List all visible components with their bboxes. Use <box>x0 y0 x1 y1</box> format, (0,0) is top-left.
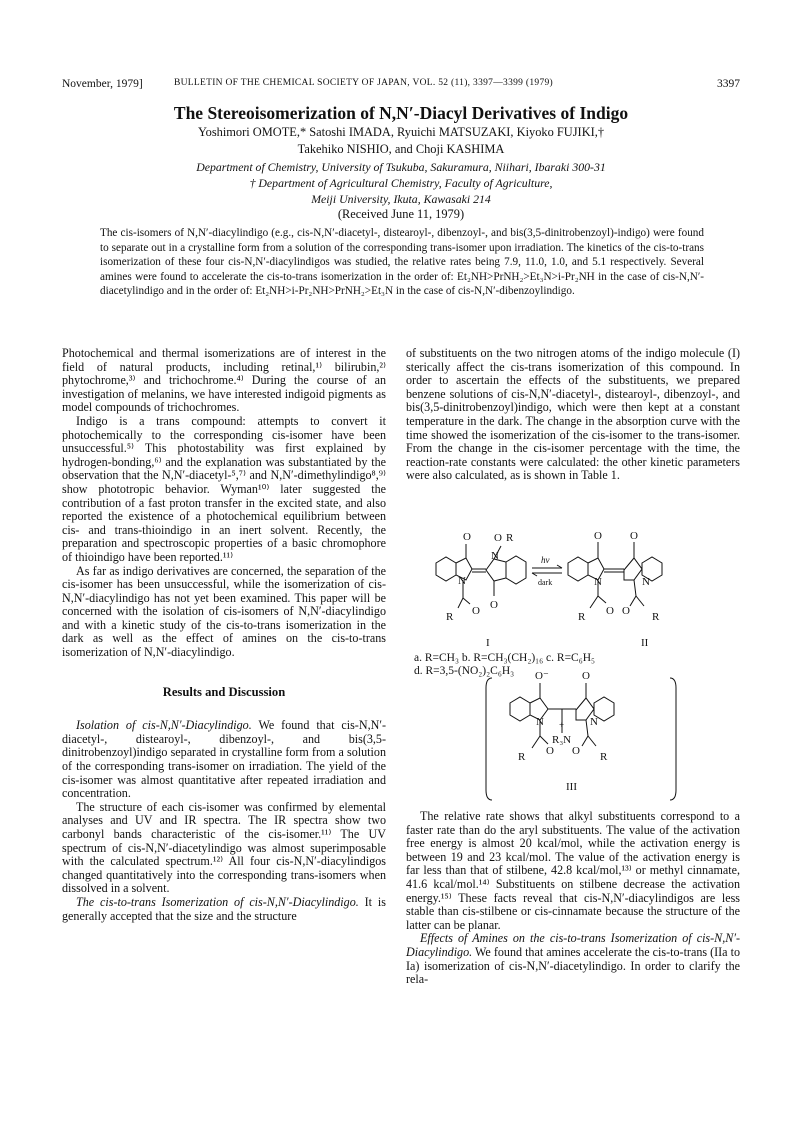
runin-heading: Isolation of cis-N,N′-Diacylindigo. <box>76 718 252 733</box>
paragraph <box>62 719 386 801</box>
paragraph <box>62 896 386 923</box>
runin-heading: The cis-to-trans Isomerization of cis-N,N′-Diacylindigo. <box>76 894 359 909</box>
structure-drawing <box>406 528 740 828</box>
atom-label: O <box>582 670 590 682</box>
left-column <box>62 347 386 923</box>
atom-label: O <box>494 532 502 544</box>
atom-label: R <box>506 532 514 544</box>
right-column-top <box>406 347 740 483</box>
affiliation-line-1: Department of Chemistry, University of Tsukuba, Sakuramura, Niihari, Ibaraki 300-31 <box>196 160 606 174</box>
atom-label: O <box>490 599 498 611</box>
affiliation-line-2: † Department of Agricultural Chemistry, Faculty of Agriculture, <box>249 176 553 190</box>
atom-label: R <box>578 611 586 623</box>
header-page-number: 3397 <box>717 78 740 90</box>
figure-label-II: II <box>641 637 649 649</box>
author-line-2: Takehiko NISHIO, and Choji KASHIMA <box>297 142 505 156</box>
substituent-line-1: a. R=CH₃ b. R=CH₃(CH₂)₁₆ c. R=C₆H₅ <box>414 652 596 664</box>
paragraph: Photochemical and thermal isomerizations are of interest in the field of natural products, including retinal,¹⁾ bilirubin,²⁾ phytochrome,³⁾ and trichochrome.⁴⁾ During the course of an investigation of melanins, we have interested indigoid pigments as model compounds of trichochromes. <box>62 346 386 415</box>
substituent-line-2: d. R=3,5-(NO₂)₂C₆H₃ <box>414 665 515 677</box>
structure-II <box>568 542 662 608</box>
substituent-legend <box>414 652 595 678</box>
atom-label: O <box>463 531 471 543</box>
paragraph: of substituents on the two nitrogen atoms of the indigo molecule (I) sterically affect the cis-trans isomerization of this compound. In order to ascertain the effects of the substituents, we prepared benzene solutions of cis-N,N′-diacetyl-, distearoyl-, dibenzoyl-, and bis(3,5-dinitrobenzoyl)indigo, which were then kept at a constant temperature in the dark. The change in the absorption curve with the time showed the isomerization of the cis-isomer to the trans-isomer. From the change in the cis-isomer percentage with the time, the reaction-rate constants were calculated: the other kinetic parameters were also calculated, as is shown in Table 1. <box>406 346 740 483</box>
abstract: The cis-isomers of N,N′-diacylindigo (e.g., cis-N,N′-diacetyl-, distearoyl-, dibenzoyl-, and bis(3,5-dinitrobenzoyl)-indigo) were found to separate out in a crystalline form from a solution of the corresponding trans-isomer upon irradiation. The kinetics of the cis-to-trans isomerization of these four cis-N,N′-diacylindigos was studied, the relative rates being 7.9, 11.0, 1.0, and 5.1 respectively. Several amines were found to accelerate the cis-to-trans isomerization in the order of: Et₂NH>PrNH₂>Et₃N>i-Pr₂NH in the case of cis-N,N′-diacetylindigo and in the order of: Et₂NH>i-Pr₂NH>PrNH₂>Et₃N in the case of cis-N,N′-dibenzoylindigo. <box>100 227 704 298</box>
structure-I <box>436 544 526 608</box>
paragraph-text: It is generally accepted that the size and the structure <box>62 894 386 923</box>
atom-label: R <box>600 751 608 763</box>
atom-label: N <box>458 575 466 587</box>
atom-label: N <box>491 550 499 562</box>
paragraph-text: We found that amines accelerate the cis-to-trans (IIa to Ia) isomerization of cis-N,N′-diacetylindigo. In order to clarify the rela- <box>406 944 740 987</box>
chemical-structure-figure <box>406 528 740 828</box>
paragraph <box>406 932 740 986</box>
figure-label-I: I <box>486 637 490 649</box>
header-date: November, 1979] <box>62 78 143 90</box>
figure-label-III: III <box>566 781 577 793</box>
received-date: (Received June 11, 1979) <box>337 207 465 221</box>
right-column-bottom <box>406 810 740 987</box>
atom-label: N <box>536 716 544 728</box>
atom-label: R <box>652 611 660 623</box>
atom-label: O <box>572 745 580 757</box>
running-header <box>62 78 740 94</box>
structure-III <box>486 678 676 800</box>
atom-label: O <box>546 745 554 757</box>
atom-label: R <box>518 751 526 763</box>
arrow-label-dark: dark <box>538 578 553 587</box>
arrow-label-hv: hν <box>541 555 550 565</box>
atom-label: R <box>446 611 454 623</box>
atom-label: N <box>642 576 650 588</box>
paragraph: As far as indigo derivatives are concerned, the separation of the cis-isomer has been unsuccessful, while the isomerization of cis-N,N′-diacylindigo has not yet been examined. This paper will be concerned with the isolation of cis-isomers of N,N′-diacylindigo and with a kinetic study of the cis-to-trans isomerization in the dark as well as the effect of amines on the cis-to-trans isomerization of N,N′-diacylindigo. <box>62 563 386 660</box>
affiliation-line-3: Meiji University, Ikuta, Kawasaki 214 <box>311 192 491 206</box>
paragraph-text: We found that cis-N,N′-diacetyl-, distearoyl-, dibenzoyl-, and bis(3,5-dinitrobenzoyl)indigo separated in crystalline form from a solution of the corresponding trans-isomer on irradiation. The yield of the cis-isomer was almost quantitative after repeated irradiation and concentration. <box>62 718 386 801</box>
atom-label: N <box>594 576 602 588</box>
author-line-1: Yoshimori OMOTE,* Satoshi IMADA, Ryuichi MATSUZAKI, Kiyoko FUJIKI,† <box>197 125 605 139</box>
atom-label: N <box>590 716 598 728</box>
atom-label: O <box>622 605 630 617</box>
runin-heading: Effects of Amines on the cis-to-trans Isomerization of cis-N,N′-Diacylindigo. <box>406 931 740 959</box>
atom-label: O <box>594 530 602 542</box>
atom-label: O <box>472 605 480 617</box>
paragraph: Indigo is a trans compound: attempts to convert it photochemically to the corresponding cis-isomer have been unsuccessful.⁵⁾ This photostability was first explained by hydrogen-bonding,⁶⁾ and the explanation was substantiated by the observation that the N,N′-diacetyl-⁵,⁷⁾ and N,N′-dimethylindigo⁸,⁹⁾ show phototropic behavior. Wyman¹⁰⁾ later suggested the contribution of a fast proton transfer in the excited state, and also reported the existence of a photochemical equilibrium between cis- and trans-thioindigo in an inert solvent. Recently, the preparation and spectroscopic properties of a basic chromophore of thioindigo have been reported.¹¹⁾ <box>62 413 386 564</box>
header-journal: BULLETIN OF THE CHEMICAL SOCIETY OF JAPAN, VOL. 52 (11), 3397—3399 (1979) <box>174 78 554 88</box>
paper-title: The Stereoisomerization of N,N′-Diacyl Derivatives of Indigo <box>173 103 629 123</box>
paragraph: The structure of each cis-isomer was confirmed by elemental analyses and UV and IR spectra. The IR spectra show two carbonyl bands characteristic of the cis-isomer.¹¹⁾ The UV spectrum of cis-N,N′-diacetylindigo was almost superimposable with the calculated spectrum.¹²⁾ All four cis-N,N′-diacylindigos changed quantitatively into the corresponding trans-isomers when dissolved in a solvent. <box>62 799 386 896</box>
paragraph: The relative rate shows that alkyl substituents correspond to a faster rate than do the aryl substituents. The value of the activation free energy is almost 20 kcal/mol, while the activation energy is between 19 and 23 kcal/mol. The value of the activation energy is far less than that of stilbene, 42.8 kcal/mol,¹³⁾ or methyl cinnamate, 41.6 kcal/mol.¹⁴⁾ Substituents on stilbene decrease the activation energy.¹⁵⁾ These facts reveal that cis-N,N′-diacylindigos are less stable than cis-stilbene or cis-cinnamate because the structure of the latter can be planar. <box>406 809 740 932</box>
atom-label: O <box>606 605 614 617</box>
amine-label: R₃N <box>552 734 572 746</box>
charge-label: + <box>559 720 565 730</box>
section-heading: Results and Discussion <box>162 684 286 699</box>
atom-label: O⁻ <box>535 670 549 682</box>
atom-label: O <box>630 530 638 542</box>
